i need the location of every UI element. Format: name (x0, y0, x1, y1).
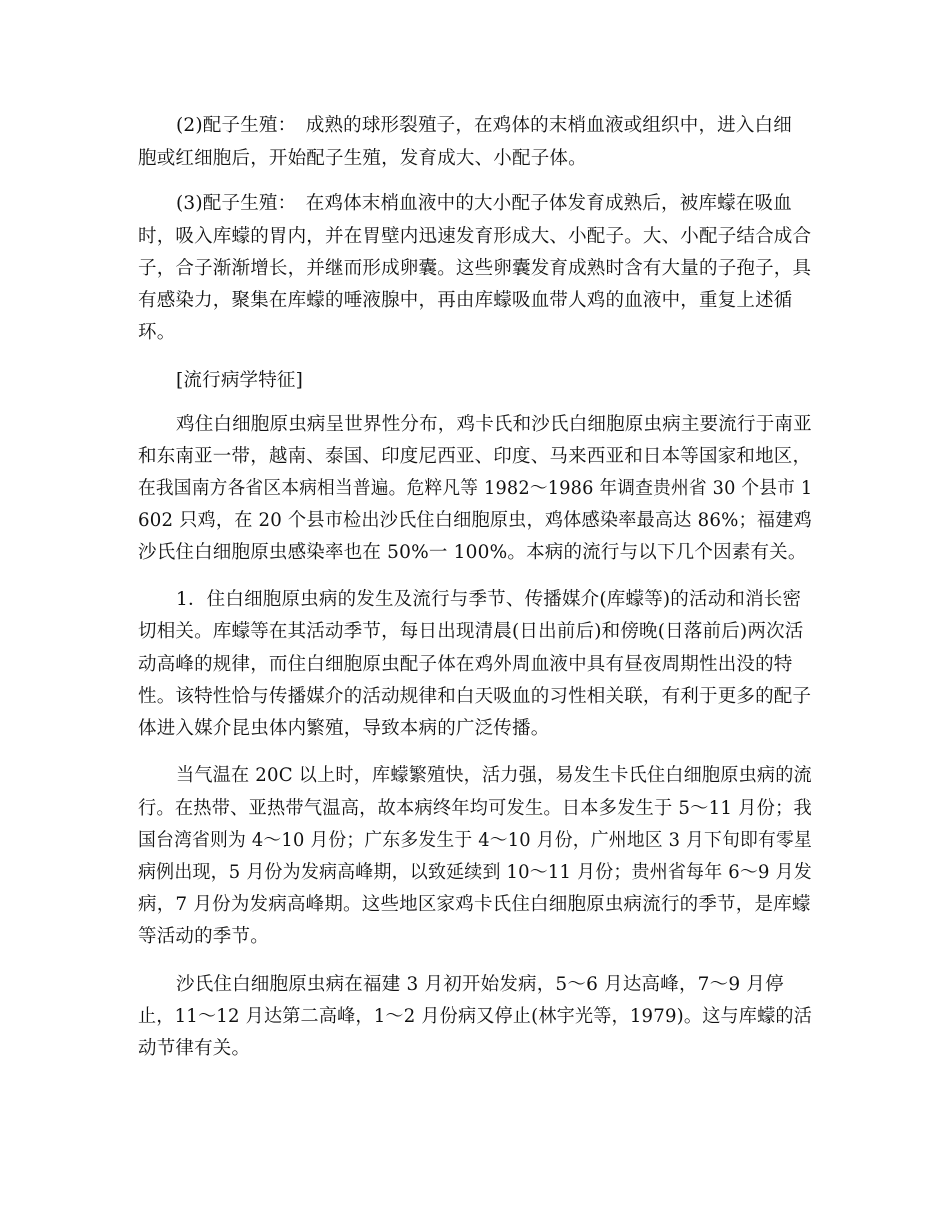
text-line: 沙氏住白细胞原虫感染率也在 50%一 100%。本病的流行与以下几个因素有关。 (138, 542, 807, 563)
text-line: 在我国南方各省区本病相当普遍。危粹凡等 1982～1986 年调查贵州省 30 个县市 1 (138, 478, 813, 499)
section-heading: [流行病学特征] (176, 370, 304, 391)
text-line: 等活动的季节。 (138, 926, 269, 947)
text-line: 胞或红细胞后，开始配子生殖，发育成大、小配子体。 (138, 148, 587, 169)
text-line: 动节律有关。 (138, 1038, 251, 1059)
text-line: 病，7 月份为发病高峰期。这些地区家鸡卡氏住白细胞原虫病流行的季节，是库蠓 (138, 894, 811, 915)
text-line: 环。 (138, 322, 176, 343)
text-line: (2)配子生殖： 成熟的球形裂殖子，在鸡体的末梢血液或组织中，进入白细 (176, 115, 792, 136)
text-line: 1．住白细胞原虫病的发生及流行与季节、传播媒介(库蠓等)的活动和消长密 (176, 589, 802, 610)
text-line: 子，合子渐渐增长，并继而形成卵囊。这些卵囊发育成熟时含有大量的子孢子，具 (138, 258, 812, 279)
text-line: 性。该特性恰与传播媒介的活动规律和白天吸血的习性相关联，有利于更多的配子 (138, 686, 812, 707)
text-line: 止，11～12 月达第二高峰，1～2 月份病又停止(林宇光等，1979)。这与库蠓的活 (138, 1006, 812, 1027)
text-line: 国台湾省则为 4～10 月份；广东多发生于 4～10 月份，广州地区 3 月下旬即有零星 (138, 830, 813, 851)
text-line: 沙氏住白细胞原虫病在福建 3 月初开始发病，5～6 月达高峰，7～9 月停 (176, 974, 784, 995)
text-line: 行。在热带、亚热带气温高，故本病终年均可发生。日本多发生于 5～11 月份；我 (138, 798, 812, 819)
text-line: (3)配子生殖： 在鸡体末梢血液中的大小配子体发育成熟后，被库蠓在吸血 (176, 193, 792, 214)
text-line: 鸡住白细胞原虫病呈世界性分布，鸡卡氏和沙氏白细胞原虫病主要流行于南亚 (176, 414, 812, 435)
text-line: 病例出现，5 月份为发病高峰期，以致延续到 10～11 月份；贵州省每年 6～9 月发 (138, 862, 812, 883)
text-line: 体进入媒介昆虫体内繁殖，导致本病的广泛传播。 (138, 718, 550, 739)
text-line: 和东南亚一带，越南、泰国、印度尼西亚、印度、马来西亚和日本等国家和地区， (138, 446, 812, 467)
text-line: 有感染力，聚集在库蠓的唾液腺中，再由库蠓吸血带人鸡的血液中，重复上述循 (138, 290, 793, 311)
text-line: 当气温在 20C 以上时，库蠓繁殖快，活力强，易发生卡氏住白细胞原虫病的流 (176, 765, 812, 786)
text-line: 切相关。库蠓等在其活动季节，每日出现清晨(日出前后)和傍晚(日落前后)两次活 (138, 621, 804, 642)
text-line: 602 只鸡，在 20 个县市检出沙氏住白细胞原虫，鸡体感染率最高达 86%；福建鸡 (138, 510, 812, 531)
text-line: 动高峰的规律，而住白细胞原虫配子体在鸡外周血液中具有昼夜周期性出没的特 (138, 654, 793, 675)
text-line: 时，吸入库蠓的胃内，并在胃壁内迅速发育形成大、小配子。大、小配子结合成合 (138, 226, 812, 247)
